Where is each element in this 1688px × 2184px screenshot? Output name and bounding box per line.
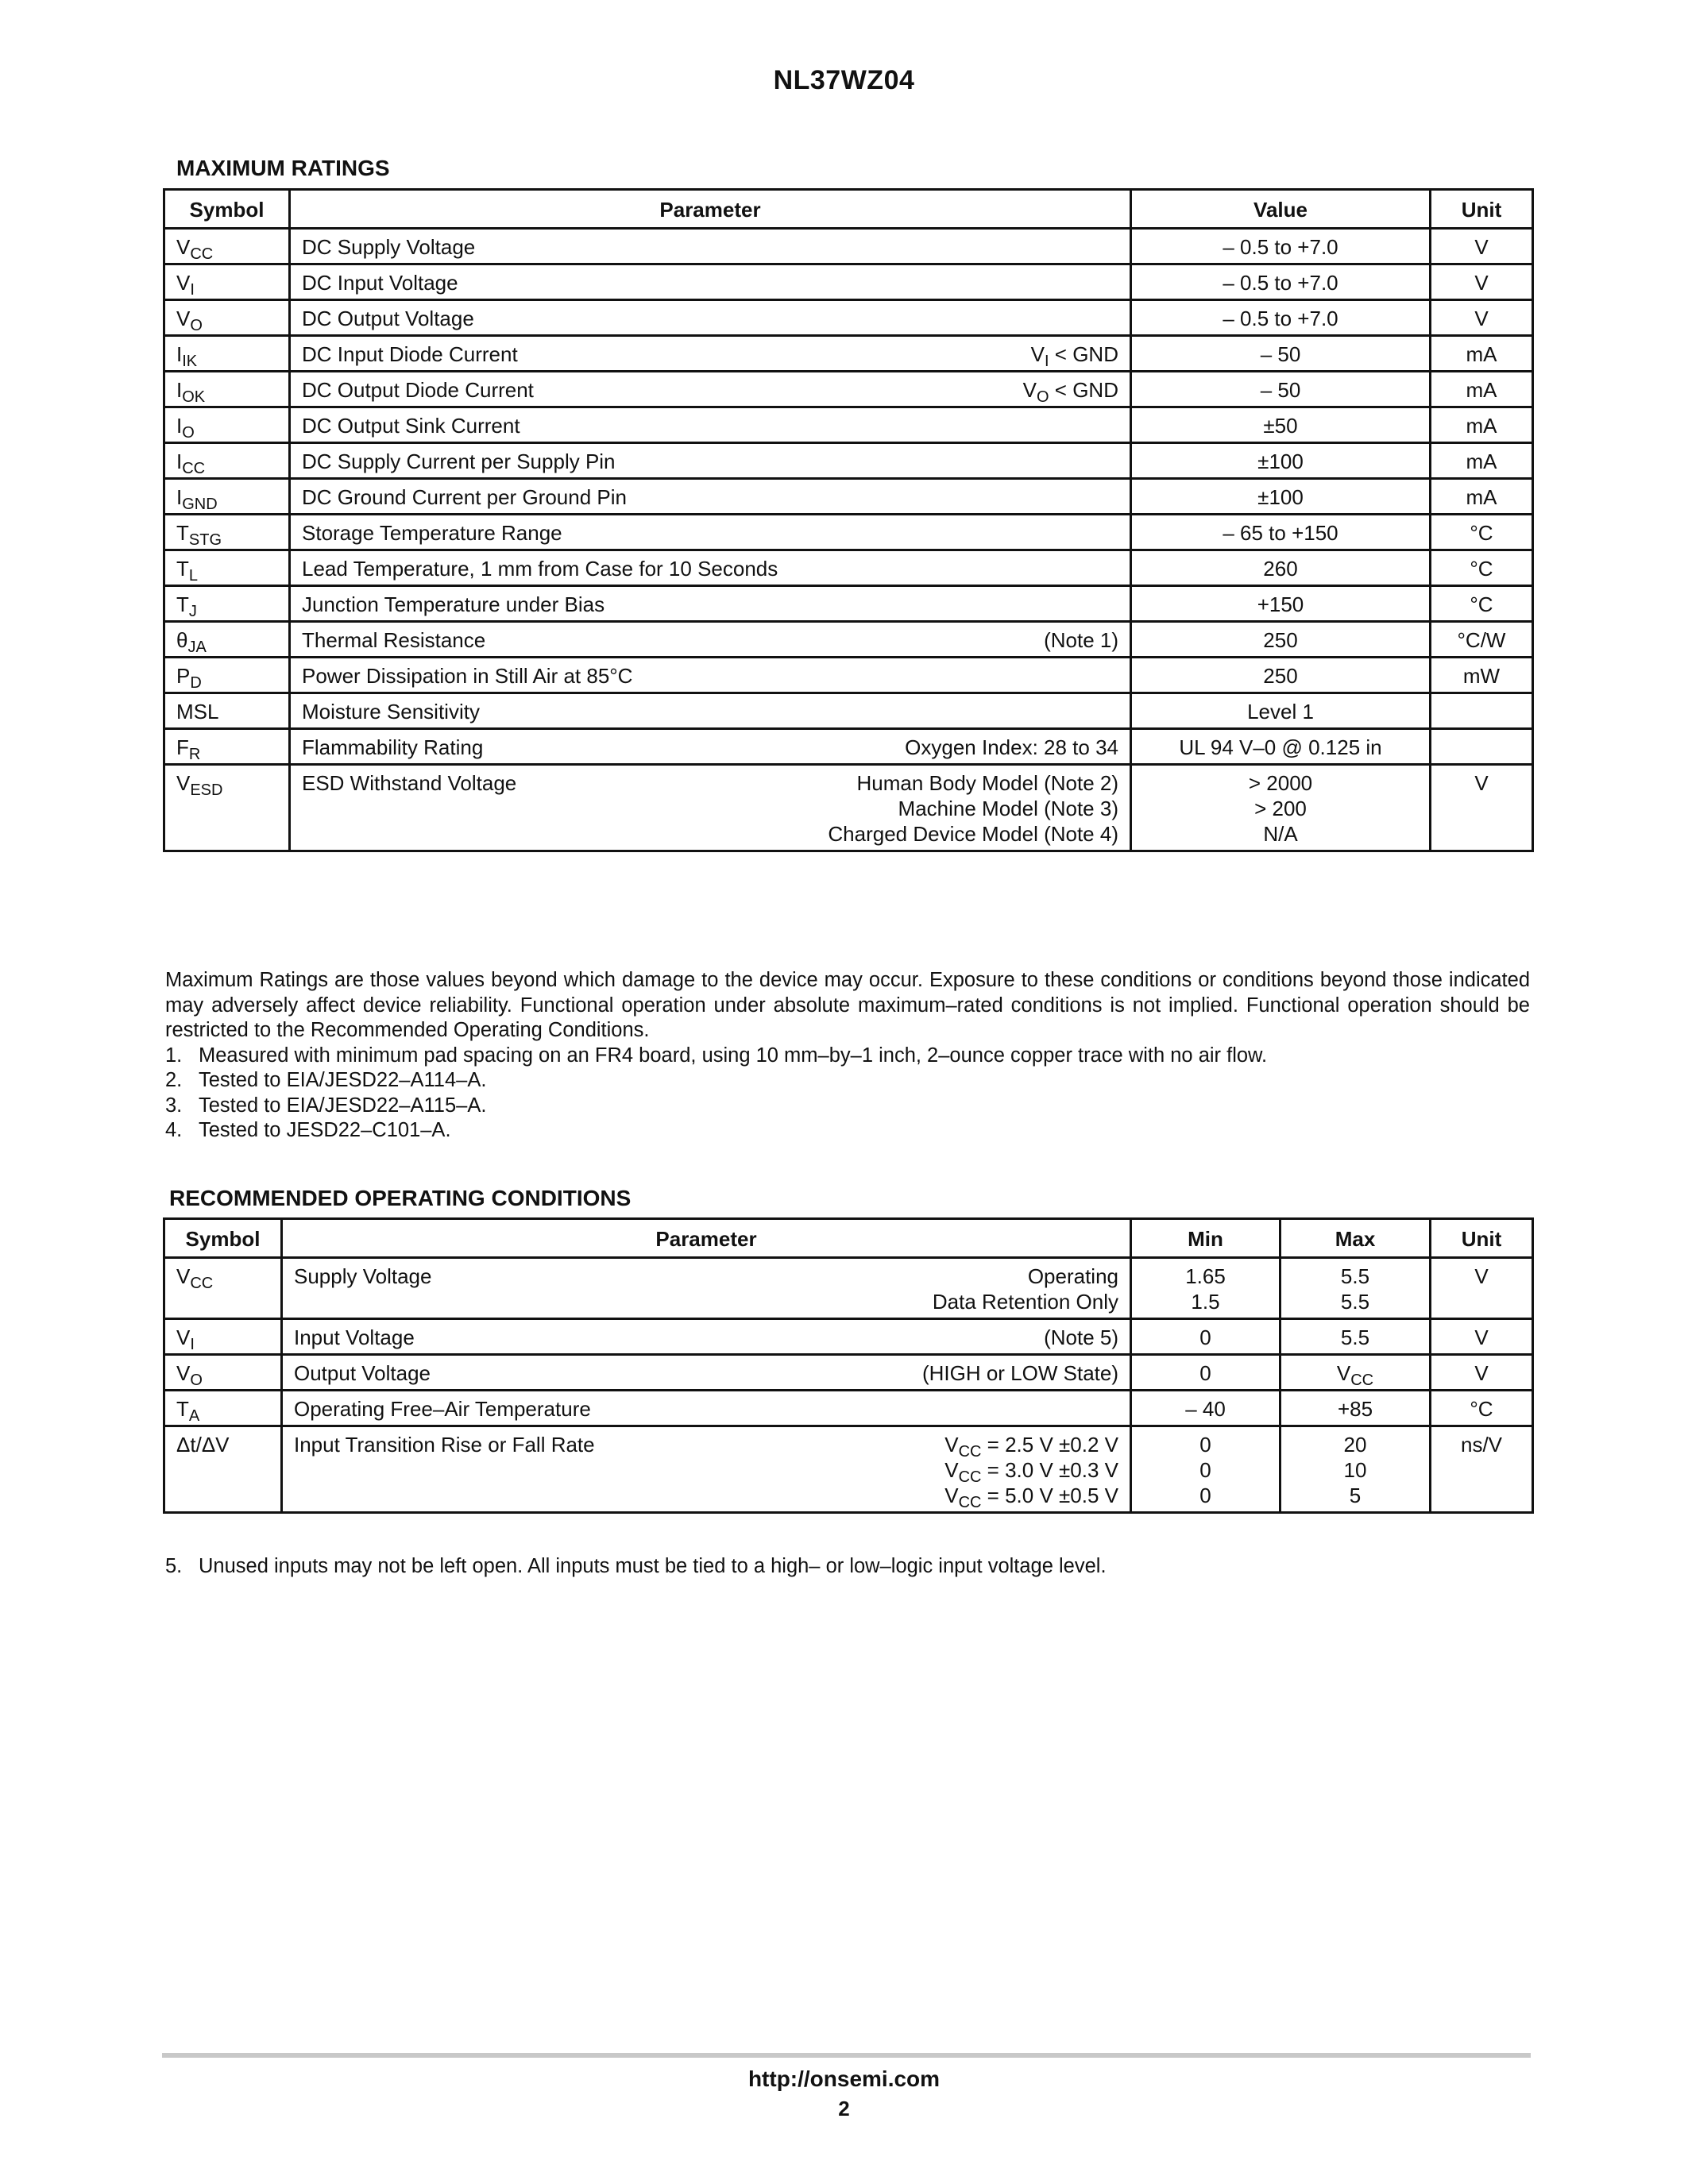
condition-line: (Note 5) [1044, 1325, 1118, 1349]
symbol-subscript: CC [190, 1275, 214, 1292]
parameter-wrap [294, 1360, 1118, 1386]
parameter-condition [1030, 341, 1118, 370]
parameter-wrap [302, 234, 1118, 260]
value-cell-line: ±100 [1257, 450, 1304, 473]
parameter-text: Operating Free–Air Temperature [294, 1397, 591, 1421]
symbol-cell [164, 586, 290, 622]
max-cell [1280, 1426, 1431, 1513]
min-cell [1131, 1426, 1280, 1513]
symbol-text: T [176, 521, 189, 545]
value-cell-line: 250 [1263, 664, 1298, 688]
table-row [164, 229, 1533, 264]
col-header-symbol: Symbol [164, 190, 290, 229]
condition-line: $V_O$ < GND [1022, 378, 1118, 406]
min-cell [1131, 1319, 1280, 1355]
min-cell-line: 1.5 [1191, 1290, 1220, 1314]
value-cell-line: – 50 [1260, 342, 1301, 366]
value-cell [1131, 586, 1431, 622]
value-cell [1131, 229, 1431, 264]
table-row [164, 407, 1533, 443]
table-row [164, 515, 1533, 550]
condition-line: Oxygen Index: 28 to 34 [905, 735, 1118, 759]
parameter-wrap [294, 1325, 1118, 1350]
parameter-cell [290, 407, 1131, 443]
unit-cell: mA [1431, 372, 1533, 407]
page-number: 2 [838, 2097, 850, 2120]
parameter-wrap [302, 663, 1118, 689]
col-header-symbol: Symbol [164, 1219, 282, 1258]
parameter-cell [290, 300, 1131, 336]
unit-cell: ns/V [1431, 1426, 1533, 1513]
table-row [164, 479, 1533, 515]
parameter-cell [290, 550, 1131, 586]
symbol-subscript: ESD [190, 781, 223, 799]
value-cell [1131, 765, 1431, 851]
parameter-wrap [294, 1432, 1118, 1511]
parameter-cell [290, 693, 1131, 729]
parameter-wrap [302, 770, 1118, 847]
unit-cell: mA [1431, 443, 1533, 479]
value-cell [1131, 443, 1431, 479]
max-ratings-header-row [164, 190, 1533, 229]
unit-cell: V [1431, 1258, 1533, 1319]
symbol-subscript: L [188, 567, 199, 585]
col-header-max: Max [1280, 1219, 1431, 1258]
value-cell-line: ±100 [1257, 485, 1304, 509]
condition-line: Human Body Model (Note 2) [856, 771, 1118, 795]
max-cell-line: 5.5 [1340, 1264, 1370, 1288]
parameter-wrap [302, 484, 1118, 510]
table-row [164, 658, 1533, 693]
symbol-text: F [176, 735, 189, 759]
symbol-subscript: CC [190, 245, 214, 263]
value-cell-line: ±50 [1263, 414, 1298, 438]
value-cell-line: 250 [1263, 628, 1298, 652]
unit-cell: V [1431, 765, 1533, 851]
unit-cell: °C [1431, 586, 1533, 622]
parameter-cell [282, 1355, 1131, 1391]
symbol-text: I [176, 378, 183, 402]
parameter-wrap [302, 413, 1118, 438]
value-cell [1131, 300, 1431, 336]
condition-line: (HIGH or LOW State) [921, 1361, 1118, 1385]
value-cell [1131, 407, 1431, 443]
symbol-subscript: GND [182, 496, 218, 513]
condition-line: $V_I$ < GND [1030, 342, 1118, 370]
value-cell [1131, 622, 1431, 658]
value-cell-line: N/A [1263, 822, 1298, 846]
value-cell-line: > 200 [1254, 797, 1307, 820]
symbol-text: P [176, 664, 191, 688]
parameter-text: Flammability Rating [302, 735, 484, 759]
symbol-subscript: O [182, 424, 195, 442]
footnote-text: Tested to EIA/JESD22–A114–A. [199, 1069, 487, 1091]
max-ratings-title: MAXIMUM RATINGS [176, 156, 390, 180]
value-cell [1131, 658, 1431, 693]
symbol-cell [164, 550, 290, 586]
parameter-wrap [302, 699, 1118, 724]
parameter-text: Supply Voltage [294, 1264, 432, 1288]
col-header-parameter: Parameter [290, 190, 1131, 229]
parameter-wrap [302, 592, 1118, 617]
max-cell [1280, 1391, 1431, 1426]
col-header-value: Value [1131, 190, 1431, 229]
min-cell-line: 0 [1199, 1484, 1211, 1507]
value-cell-line: – 0.5 to +7.0 [1223, 307, 1338, 330]
unit-cell: °C [1431, 550, 1533, 586]
unit-cell: °C [1431, 515, 1533, 550]
value-cell-line: – 0.5 to +7.0 [1223, 271, 1338, 295]
footnote-text: Measured with minimum pad spacing on an FR4 board, using 10 mm–by–1 inch, 2–ounce copper trace with no air flow. [199, 1044, 1268, 1067]
parameter-wrap [302, 449, 1118, 474]
max-cell-line: 10 [1343, 1458, 1367, 1482]
value-cell [1131, 479, 1431, 515]
parameter-text: DC Input Voltage [302, 271, 458, 295]
parameter-cell [282, 1426, 1131, 1513]
max-cell [1280, 1319, 1431, 1355]
parameter-wrap [302, 735, 1118, 760]
parameter-text: Input Voltage [294, 1325, 415, 1349]
footer-url-link[interactable]: http://onsemi.com [747, 2066, 941, 2091]
parameter-text: DC Ground Current per Ground Pin [302, 485, 627, 509]
symbol-subscript: J [188, 603, 197, 620]
table-row [164, 729, 1533, 765]
parameter-text: Power Dissipation in Still Air at 85°C [302, 664, 633, 688]
table-row [164, 336, 1533, 372]
table-row [164, 586, 1533, 622]
parameter-cell [282, 1391, 1131, 1426]
footnote [165, 1554, 1530, 1580]
value-cell-line: > 2000 [1248, 771, 1313, 795]
min-cell-line: 0 [1199, 1458, 1211, 1482]
value-cell-line: – 65 to +150 [1223, 521, 1338, 545]
rec-conditions-notes [165, 1554, 1530, 1580]
symbol-text: T [176, 592, 189, 616]
symbol-text: V [176, 1264, 191, 1288]
unit-cell: mA [1431, 407, 1533, 443]
condition-line: (Note 1) [1044, 628, 1118, 652]
footnote-text: Tested to JESD22–C101–A. [199, 1119, 451, 1141]
parameter-cell [290, 658, 1131, 693]
table-row [164, 372, 1533, 407]
condition-line: Operating [1027, 1264, 1118, 1288]
parameter-condition [828, 770, 1118, 847]
footnote-text: Unused inputs may not be left open. All inputs must be tied to a high– or low–logic input voltage level. [199, 1555, 1107, 1577]
symbol-cell [164, 1258, 282, 1319]
value-cell-line: UL 94 V–0 @ 0.125 in [1179, 735, 1382, 759]
parameter-text: ESD Withstand Voltage [302, 771, 517, 795]
unit-cell: V [1431, 1355, 1533, 1391]
parameter-cell [290, 443, 1131, 479]
min-cell-line: 0 [1199, 1361, 1211, 1385]
symbol-cell [164, 336, 290, 372]
table-row [164, 765, 1533, 851]
parameter-text: DC Input Diode Current [302, 342, 518, 366]
symbol-cell [164, 693, 290, 729]
symbol-cell [164, 729, 290, 765]
parameter-cell [290, 586, 1131, 622]
parameter-wrap [302, 556, 1118, 581]
unit-cell: °C [1431, 1391, 1533, 1426]
table-row [164, 1355, 1533, 1391]
symbol-text: I [176, 342, 183, 366]
col-header-min: Min [1131, 1219, 1280, 1258]
parameter-text: DC Supply Current per Supply Pin [302, 450, 616, 473]
parameter-wrap [302, 377, 1118, 406]
symbol-cell [164, 1426, 282, 1513]
parameter-condition [1022, 377, 1118, 406]
table-row [164, 1258, 1533, 1319]
parameter-cell [290, 765, 1131, 851]
symbol-subscript: O [190, 1372, 203, 1389]
value-cell-line: – 0.5 to +7.0 [1223, 235, 1338, 259]
parameter-condition [922, 1360, 1118, 1386]
parameter-condition [944, 1432, 1118, 1511]
symbol-cell [164, 622, 290, 658]
parameter-text: Moisture Sensitivity [302, 700, 480, 723]
footnote [165, 1094, 1530, 1119]
value-cell-line: – 50 [1260, 378, 1301, 402]
parameter-wrap [302, 341, 1118, 370]
max-ratings-disclaimer: Maximum Ratings are those values beyond which damage to the device may occur. Exposure to these conditions or conditions beyond those indicated may adversely affect device reliability. Functional operation under absolute maximum–rated conditions is not implied. Functional operation should be restricted to the Recommended Operating Conditions. [165, 969, 1530, 1041]
footer-divider [162, 2053, 1531, 2058]
rec-conditions-header-row [164, 1219, 1533, 1258]
condition-line: $V_{CC} = 3.0$ V ±0.3 V [944, 1458, 1118, 1486]
col-header-unit: Unit [1431, 190, 1533, 229]
parameter-wrap [302, 520, 1118, 546]
footnote-text: Tested to EIA/JESD22–A115–A. [199, 1094, 487, 1117]
unit-cell: V [1431, 300, 1533, 336]
max-ratings-table [163, 188, 1534, 852]
symbol-subscript: CC [182, 460, 206, 477]
value-cell [1131, 264, 1431, 300]
parameter-text: Output Voltage [294, 1361, 431, 1385]
parameter-cell [290, 479, 1131, 515]
symbol-cell [164, 264, 290, 300]
max-ratings-body [164, 229, 1533, 851]
symbol-text: Δt/ΔV [176, 1433, 230, 1457]
unit-cell: V [1431, 1319, 1533, 1355]
parameter-text: Junction Temperature under Bias [302, 592, 605, 616]
unit-cell: V [1431, 264, 1533, 300]
min-cell [1131, 1258, 1280, 1319]
max-cell-line: 5.5 [1340, 1325, 1370, 1349]
max-ratings-notes [165, 968, 1530, 1144]
rec-conditions-note-list [165, 1554, 1530, 1580]
symbol-cell [164, 658, 290, 693]
footnote [165, 1118, 1530, 1144]
max-cell [1280, 1355, 1431, 1391]
unit-cell: °C/W [1431, 622, 1533, 658]
symbol-text: T [176, 1397, 189, 1421]
parameter-cell [290, 264, 1131, 300]
rec-conditions-title: RECOMMENDED OPERATING CONDITIONS [169, 1186, 632, 1210]
symbol-text: I [176, 450, 183, 473]
parameter-text: DC Output Voltage [302, 307, 474, 330]
unit-cell [1431, 693, 1533, 729]
footnote [165, 1068, 1530, 1094]
parameter-condition [1044, 1325, 1118, 1350]
symbol-cell [164, 1355, 282, 1391]
table-row [164, 300, 1533, 336]
min-cell-line: 0 [1199, 1325, 1211, 1349]
condition-line: $V_{CC} = 5.0$ V ±0.5 V [944, 1484, 1118, 1511]
parameter-cell [290, 336, 1131, 372]
footnote-number: 2. [165, 1069, 183, 1091]
symbol-subscript: O [190, 317, 203, 334]
symbol-cell [164, 407, 290, 443]
symbol-text: V [176, 771, 191, 795]
value-cell-line: +150 [1257, 592, 1304, 616]
value-cell [1131, 729, 1431, 765]
unit-cell: mW [1431, 658, 1533, 693]
max-cell-line: 20 [1343, 1433, 1367, 1457]
symbol-text: V [176, 307, 191, 330]
parameter-wrap [302, 270, 1118, 295]
symbol-cell [164, 229, 290, 264]
table-row [164, 443, 1533, 479]
parameter-wrap [294, 1264, 1118, 1314]
symbol-cell [164, 372, 290, 407]
parameter-wrap [294, 1396, 1118, 1422]
condition-line: Machine Model (Note 3) [898, 797, 1118, 820]
symbol-cell [164, 765, 290, 851]
symbol-text: V [176, 1361, 191, 1385]
symbol-text: V [176, 235, 191, 259]
unit-cell: mA [1431, 479, 1533, 515]
parameter-text: DC Supply Voltage [302, 235, 476, 259]
value-cell-line: Level 1 [1247, 700, 1314, 723]
max-cell-line: +85 [1337, 1397, 1373, 1421]
footnote-number: 1. [165, 1044, 183, 1067]
value-cell [1131, 372, 1431, 407]
table-row [164, 264, 1533, 300]
footnote-number: 5. [165, 1555, 183, 1577]
footnote-number: 3. [165, 1094, 183, 1117]
parameter-wrap [302, 627, 1118, 653]
symbol-subscript: I [190, 1336, 195, 1353]
value-cell-line: 260 [1263, 557, 1298, 581]
symbol-subscript: R [188, 746, 201, 763]
value-cell [1131, 550, 1431, 586]
symbol-cell [164, 515, 290, 550]
min-cell-line: 1.65 [1185, 1264, 1226, 1288]
footnote-number: 4. [165, 1119, 183, 1141]
parameter-wrap [302, 306, 1118, 331]
min-cell [1131, 1391, 1280, 1426]
parameter-cell [290, 729, 1131, 765]
table-row [164, 1426, 1533, 1513]
condition-line: Charged Device Model (Note 4) [828, 822, 1118, 846]
condition-line: Data Retention Only [932, 1290, 1118, 1314]
symbol-cell [164, 443, 290, 479]
table-row [164, 1391, 1533, 1426]
rec-conditions-body [164, 1258, 1533, 1513]
symbol-text: V [176, 271, 191, 295]
parameter-cell [290, 515, 1131, 550]
symbol-cell [164, 1391, 282, 1426]
page-title: NL37WZ04 [773, 65, 915, 95]
table-row [164, 622, 1533, 658]
min-cell [1131, 1355, 1280, 1391]
parameter-cell [290, 622, 1131, 658]
max-cell-line: 5 [1349, 1484, 1362, 1507]
parameter-text: Storage Temperature Range [302, 521, 562, 545]
col-header-parameter: Parameter [282, 1219, 1131, 1258]
symbol-subscript: A [188, 1407, 200, 1425]
symbol-text: I [176, 414, 183, 438]
symbol-cell [164, 479, 290, 515]
symbol-subscript: IK [182, 353, 198, 370]
min-cell-line: 0 [1199, 1433, 1211, 1457]
max-cell [1280, 1258, 1431, 1319]
parameter-condition [1044, 627, 1118, 653]
symbol-text: T [176, 557, 189, 581]
symbol-text: MSL [176, 700, 219, 723]
min-cell-line: – 40 [1185, 1397, 1226, 1421]
unit-cell: mA [1431, 336, 1533, 372]
symbol-subscript: JA [187, 639, 207, 656]
parameter-condition [905, 735, 1118, 760]
parameter-condition [933, 1264, 1118, 1314]
parameter-text: Lead Temperature, 1 mm from Case for 10 Seconds [302, 557, 778, 581]
symbol-subscript: D [190, 674, 202, 692]
parameter-cell [290, 372, 1131, 407]
rec-conditions-table [163, 1217, 1534, 1514]
parameter-cell [282, 1319, 1131, 1355]
value-cell [1131, 693, 1431, 729]
parameter-text: Thermal Resistance [302, 628, 486, 652]
condition-line: $V_{CC} = 2.5$ V ±0.2 V [944, 1433, 1118, 1461]
table-row [164, 1319, 1533, 1355]
max-cell-line: $V_{CC}$ [1336, 1361, 1374, 1389]
table-row [164, 550, 1533, 586]
unit-cell [1431, 729, 1533, 765]
parameter-cell [282, 1258, 1131, 1319]
parameter-text: DC Output Sink Current [302, 414, 520, 438]
max-ratings-note-list [165, 1044, 1530, 1144]
symbol-text: θ [176, 628, 188, 652]
table-row [164, 693, 1533, 729]
parameter-text: DC Output Diode Current [302, 378, 534, 402]
value-cell [1131, 515, 1431, 550]
symbol-subscript: OK [182, 388, 206, 406]
col-header-unit: Unit [1431, 1219, 1533, 1258]
symbol-text: I [176, 485, 183, 509]
symbol-text: V [176, 1325, 191, 1349]
parameter-text: Input Transition Rise or Fall Rate [294, 1433, 595, 1457]
symbol-cell [164, 1319, 282, 1355]
footnote [165, 1044, 1530, 1069]
symbol-subscript: I [190, 281, 195, 299]
symbol-subscript: STG [188, 531, 222, 549]
unit-cell: V [1431, 229, 1533, 264]
symbol-cell [164, 300, 290, 336]
max-cell-line: 5.5 [1340, 1290, 1370, 1314]
value-cell [1131, 336, 1431, 372]
parameter-cell [290, 229, 1131, 264]
